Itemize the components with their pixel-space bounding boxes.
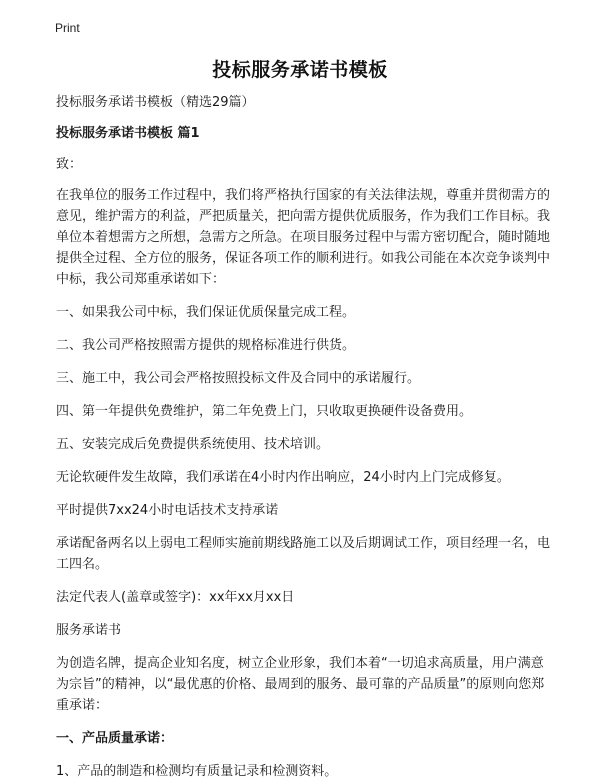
fault-response-text: 无论软硬件发生故障，我们承诺在4小时内作出响应，24小时内上门完成修复。 <box>56 470 510 485</box>
commitment-item-5: 五、安装完成后免费提供系统使用、技术培训。 <box>56 437 330 452</box>
engineers-text: 承诺配备两名以上弱电工程师实施前期线路施工以及后期调试工作，项目经理一名，电工四名。 <box>56 536 551 572</box>
document-body <box>56 92 550 782</box>
section-heading: 投标服务承诺书模板 篇1 <box>56 126 200 141</box>
commitment-item-1: 一、如果我公司中标，我们保证优质保量完成工程。 <box>56 305 356 320</box>
hotline-text: 平时提供7xx24小时电话技术支持承诺 <box>56 503 279 518</box>
print-label: Print <box>55 21 80 35</box>
quality-heading: 一、产品质量承诺： <box>56 731 174 746</box>
commitment-item-4: 四、第一年提供免费维护，第二年免费上门，只收取更换硬件设备费用。 <box>56 404 473 419</box>
commitment-item-2: 二、我公司严格按照需方提供的规格标准进行供货。 <box>56 338 356 353</box>
document-subtitle: 投标服务承诺书模板（精选29篇） <box>56 95 255 110</box>
service-intro: 为创造名牌，提高企业知名度，树立企业形象，我们本着“一切追求高质量，用户满意为宗旨”的精神，以“最优惠的价格、最周到的服务、最可靠的产品质量”的原则向您郑重承诺： <box>56 656 545 713</box>
quality-item-1: 1、产品的制造和检测均有质量记录和检测资料。 <box>56 764 338 779</box>
salutation: 致： <box>56 157 83 172</box>
signature-line: 法定代表人(盖章或签字)：xx年xx月xx日 <box>56 590 295 605</box>
commitment-item-3: 三、施工中，我公司会严格按照投标文件及合同中的承诺履行。 <box>56 371 421 386</box>
document-title: 投标服务承诺书模板 <box>212 59 388 81</box>
intro-paragraph: 在我单位的服务工作过程中，我们将严格执行国家的有关法律法规，尊重并贯彻需方的意见，维护需方的利益，严把质量关，把向需方提供优质服务，作为我们工作目标。我单位本着想需方之所想，急需方之所急。在项目服务过程中与需方密切配合，随时随地提供全过程、全方位的服务，保证各项工作的顺利进行。如我公司能在本次竞争谈判中中标，我公司郑重承诺如下： <box>56 188 551 287</box>
service-title: 服务承诺书 <box>56 623 122 638</box>
